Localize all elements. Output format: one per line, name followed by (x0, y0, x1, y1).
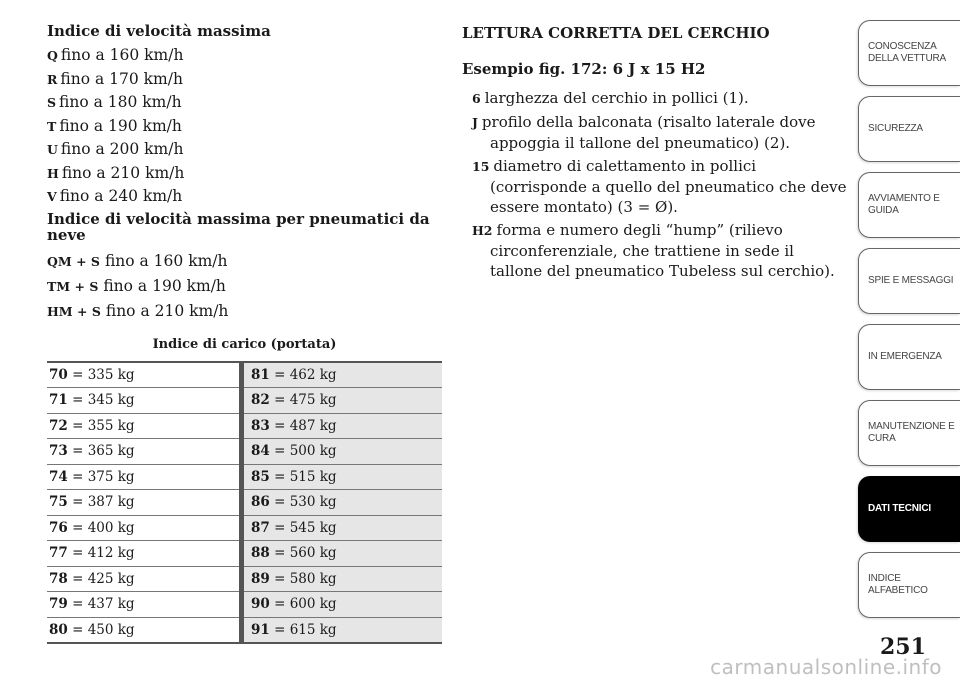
load-cell-right (244, 413, 442, 439)
load-row (47, 566, 442, 592)
speed-row (47, 68, 442, 92)
load-cell-right (244, 490, 442, 516)
load-row (47, 490, 442, 516)
speed-text: fino a 240 km/h (59, 187, 183, 205)
speed-row (47, 44, 442, 68)
load-value: = 425 kg (72, 570, 135, 587)
load-index: 80 (49, 621, 68, 638)
load-cell-right (244, 541, 442, 567)
load-index-title: Indice di carico (portata) (152, 336, 337, 352)
right-column (462, 22, 847, 284)
speed-row (47, 91, 442, 115)
load-row (47, 413, 442, 439)
tab-dati-tecnici[interactable] (858, 476, 960, 542)
rim-definition (462, 112, 847, 153)
speed-text: fino a 210 km/h (61, 163, 185, 182)
rim-key: 6 (472, 91, 481, 106)
snow-speed-index-list (47, 249, 442, 324)
rim-text: forma e numero degli “hump” (rilievo circonferenziale, che trattiene in sede il tallone del pneumatico Tubeless sul cerchio). (490, 221, 835, 280)
load-row (47, 541, 442, 567)
load-cell-right (244, 464, 442, 490)
load-row (47, 515, 442, 541)
speed-text: fino a 200 km/h (60, 140, 184, 158)
rim-definition (462, 156, 847, 217)
load-cell-right (244, 617, 442, 643)
tab-label: INDICE ALFABETICO (868, 573, 928, 596)
speed-index-list (47, 44, 442, 209)
load-value: = 375 kg (72, 468, 135, 485)
speed-code: H (47, 165, 59, 181)
load-index: 81 (251, 366, 270, 383)
load-value: = 437 kg (72, 596, 135, 613)
load-index: 73 (49, 443, 68, 460)
load-cell-left (47, 413, 239, 439)
load-value: = 345 kg (72, 392, 135, 409)
load-value: = 615 kg (274, 621, 337, 638)
snow-text: fino a 160 km/h (104, 251, 228, 270)
snow-speed-index-title: Indice di velocità massima per pneumatici da neve (47, 209, 430, 244)
load-value: = 545 kg (274, 519, 337, 536)
tab-label: DATI TECNICI (868, 503, 931, 514)
load-value: = 450 kg (72, 621, 135, 638)
speed-row (47, 185, 442, 209)
rim-example-title: Esempio fig. 172: 6 J x 15 H2 (462, 60, 706, 78)
tab-sicurezza[interactable] (858, 96, 960, 162)
load-row (47, 362, 442, 388)
tab-label: SICUREZZA (868, 123, 923, 134)
load-index: 75 (49, 494, 68, 511)
load-cell-left (47, 388, 239, 414)
load-index: 77 (49, 545, 68, 562)
load-value: = 500 kg (274, 443, 337, 460)
load-row (47, 464, 442, 490)
rim-text: profilo della balconata (risalto laterale dove appoggia il tallone del pneumatico) (2). (481, 113, 816, 152)
load-cell-right (244, 566, 442, 592)
load-index: 91 (251, 621, 270, 638)
load-index: 86 (251, 494, 270, 511)
watermark: carmanualsonline.info (710, 655, 942, 679)
load-cell-left (47, 541, 239, 567)
load-value: = 515 kg (274, 468, 337, 485)
rim-text: diametro di calettamento in pollici (corrisponde a quello del pneumatico che deve essere montato) (3 = Ø). (490, 157, 847, 216)
load-index: 70 (49, 366, 68, 383)
load-value: = 400 kg (72, 519, 135, 536)
load-value: = 387 kg (72, 494, 135, 511)
snow-text: fino a 210 km/h (105, 301, 229, 320)
load-cell-right (244, 388, 442, 414)
rim-text: larghezza del cerchio in pollici (1). (484, 89, 749, 107)
load-value: = 335 kg (72, 366, 135, 383)
speed-code: R (47, 71, 58, 87)
load-row (47, 617, 442, 643)
load-index-body (47, 362, 442, 644)
load-cell-left (47, 617, 239, 643)
load-row (47, 388, 442, 414)
tab-conoscenza-della-vettura[interactable] (858, 20, 960, 86)
speed-text: fino a 180 km/h (59, 93, 182, 111)
load-cell-left (47, 464, 239, 490)
tab-in-emergenza[interactable] (858, 324, 960, 390)
speed-text: fino a 160 km/h (60, 46, 184, 64)
load-cell-left (47, 515, 239, 541)
snow-code: TM + S (47, 278, 99, 294)
tab-label: CONOSCENZA DELLA VETTURA (868, 41, 946, 64)
left-column (47, 22, 442, 644)
speed-code: V (47, 189, 57, 204)
speed-code: S (47, 95, 57, 110)
load-row (47, 439, 442, 465)
load-index: 90 (251, 596, 270, 613)
snow-row (47, 274, 442, 299)
tab-label: SPIE E MESSAGGI (868, 275, 954, 286)
snow-code: HM + S (47, 303, 101, 319)
load-cell-right (244, 362, 442, 388)
load-index: 83 (251, 417, 270, 434)
speed-code: T (47, 118, 57, 134)
load-value: = 475 kg (274, 392, 337, 409)
rim-section-title: LETTURA CORRETTA DEL CERCHIO (462, 24, 770, 42)
load-cell-left (47, 566, 239, 592)
load-value: = 412 kg (72, 545, 135, 562)
load-index: 87 (251, 519, 270, 536)
load-index: 74 (49, 468, 68, 485)
load-index: 84 (251, 443, 270, 460)
page-number: 251 (880, 634, 926, 660)
load-index: 79 (49, 596, 68, 613)
tab-label: MANUTENZIONE E CURA (868, 421, 955, 444)
speed-row (47, 115, 442, 139)
load-index: 72 (49, 417, 68, 434)
load-cell-left (47, 490, 239, 516)
speed-index-title: Indice di velocità massima (47, 22, 271, 40)
tab-spie-e-messaggi[interactable] (858, 248, 960, 314)
tab-label: IN EMERGENZA (868, 351, 942, 362)
load-index: 76 (49, 519, 68, 536)
speed-row (47, 138, 442, 162)
load-index: 82 (251, 392, 270, 409)
speed-row (47, 162, 442, 186)
snow-row (47, 249, 442, 274)
rim-key: 15 (472, 159, 490, 174)
speed-code: Q (47, 48, 58, 63)
load-cell-right (244, 439, 442, 465)
load-index: 78 (49, 570, 68, 587)
load-value: = 560 kg (274, 545, 337, 562)
tab-avviamento-e-guida[interactable] (858, 172, 960, 238)
rim-key: H2 (472, 223, 493, 238)
load-cell-right (244, 515, 442, 541)
tab-manutenzione-e-cura[interactable] (858, 400, 960, 466)
load-value: = 530 kg (274, 494, 337, 511)
load-cell-left (47, 592, 239, 618)
load-value: = 365 kg (72, 443, 135, 460)
tab-label: AVVIAMENTO E GUIDA (868, 193, 940, 216)
load-row (47, 592, 442, 618)
chapter-tabs (858, 20, 960, 628)
speed-text: fino a 190 km/h (59, 116, 182, 135)
load-index-table (47, 361, 442, 645)
load-index: 88 (251, 545, 270, 562)
load-cell-left (47, 439, 239, 465)
load-value: = 487 kg (274, 417, 337, 434)
tab-indice-alfabetico[interactable] (858, 552, 960, 618)
speed-code: U (47, 142, 58, 157)
load-index: 89 (251, 570, 270, 587)
snow-row (47, 299, 442, 324)
rim-definition (462, 88, 847, 109)
load-value: = 600 kg (274, 596, 337, 613)
load-index: 71 (49, 392, 68, 409)
speed-text: fino a 170 km/h (60, 69, 183, 88)
load-cell-left (47, 362, 239, 388)
snow-code: QM + S (47, 253, 100, 269)
rim-key: J (472, 115, 478, 130)
load-index: 85 (251, 468, 270, 485)
load-value: = 355 kg (72, 417, 135, 434)
rim-definition (462, 220, 847, 281)
snow-text: fino a 190 km/h (103, 276, 226, 295)
load-value: = 580 kg (274, 570, 337, 587)
load-cell-right (244, 592, 442, 618)
load-value: = 462 kg (274, 366, 337, 383)
